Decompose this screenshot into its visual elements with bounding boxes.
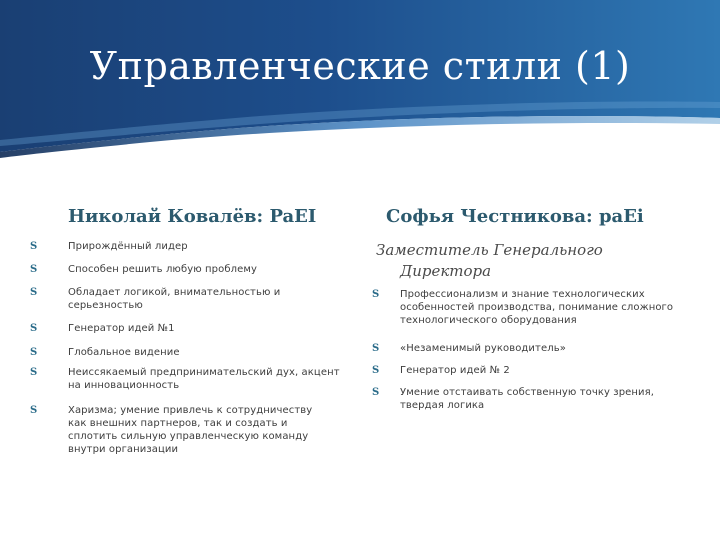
subheading-line-1: Заместитель Генерального	[376, 241, 603, 259]
list-item	[372, 288, 692, 327]
bullet-text: Генератор идей № 2	[400, 365, 510, 376]
bullet-text: Умение отстаивать собственную точку зрения, твердая логика	[400, 387, 655, 411]
list-item	[30, 346, 180, 359]
bullet-icon: S	[30, 264, 38, 275]
bullet-icon: S	[30, 405, 38, 416]
bullet-text: Профессионализм и знание технологических особенностей производства, понимание сложного технологического оборудования	[400, 289, 674, 326]
list-item	[372, 364, 510, 377]
list-item	[30, 404, 322, 456]
bullet-text: Генератор идей №1	[68, 323, 175, 334]
bullet-text: «Незаменимый руководитель»	[400, 343, 566, 354]
list-item	[372, 386, 672, 412]
bullet-icon: S	[372, 343, 380, 354]
list-item	[30, 322, 175, 335]
bullet-icon: S	[30, 347, 38, 358]
list-item	[372, 342, 566, 355]
slide-title: Управленческие стили (1)	[89, 44, 631, 88]
right-column-heading: Софья Честникова: paEi	[386, 206, 644, 227]
bullet-icon: S	[372, 387, 380, 398]
bullet-text: Харизма; умение привлечь к сотрудничеству как внешних партнеров, так и создать и сплотить сильную управленческую команду внутри организации	[68, 405, 313, 455]
bullet-icon: S	[372, 365, 380, 376]
subheading-line-2: Директора	[400, 262, 492, 280]
bullet-text: Обладает логикой, внимательностью и серьезностью	[68, 287, 281, 311]
list-item	[30, 286, 290, 312]
bullet-text: Способен решить любую проблему	[68, 264, 258, 275]
left-column-heading: Николай Ковалёв: PaEI	[68, 206, 317, 227]
bullet-text: Глобальное видение	[68, 347, 180, 358]
bullet-icon: S	[30, 287, 38, 298]
bullet-text: Прирождённый лидер	[68, 241, 188, 252]
bullet-icon: S	[30, 323, 38, 334]
list-item	[30, 263, 257, 276]
bullet-icon: S	[30, 367, 38, 378]
bullet-icon: S	[30, 241, 38, 252]
right-column-subheading	[376, 240, 666, 282]
list-item	[30, 240, 188, 253]
bullet-icon: S	[372, 289, 380, 300]
bullet-text: Неиссякаемый предпринимательский дух, акцент на инновационность	[68, 367, 340, 391]
list-item	[30, 366, 348, 392]
